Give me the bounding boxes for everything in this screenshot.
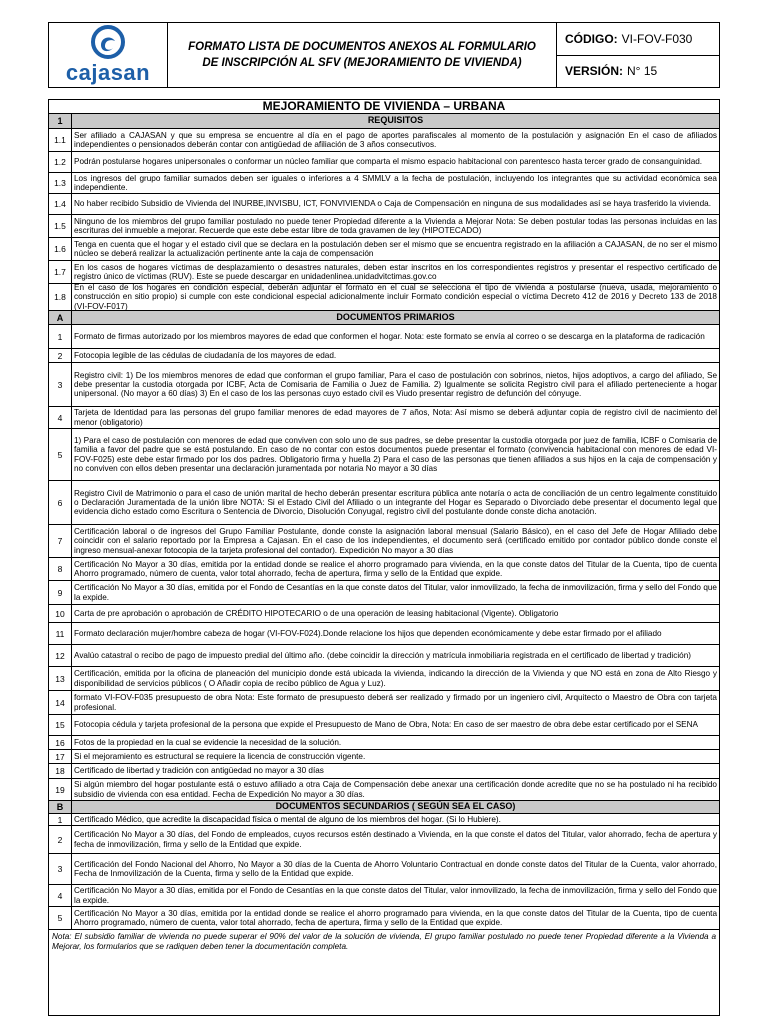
row-text: Certificación laboral o de ingresos del Grupo Familiar Postulante, donde conste la asignación laboral mensual (Salario Básico), en el caso del Jefe de Hogar Afiliado debe coincidir con el salario reportado por la Empresa a Cajasan. En el caso de los independientes, el documento será (certificado emitido por contador público donde conste el ingreso mensual-anexar fotocopia de la tarjeta profesional del contador). Expedición No mayor a 30 días bbox=[74, 527, 717, 555]
row-number: 3 bbox=[49, 854, 72, 884]
row-number: 1.3 bbox=[49, 173, 72, 193]
row-number: 1.6 bbox=[49, 238, 72, 260]
row-text: Certificación, emitida por la oficina de planeación del municipio donde está ubicada la vivienda, indicando la dirección de la Vivienda y que NO está en zona de Alto Riesgo y disponibilidad de servicios públicos ( O Añadir copia de recibo público de Agua y Luz). bbox=[74, 669, 717, 688]
table-row bbox=[49, 814, 719, 826]
row-text: En el caso de los hogares en condición especial, deberán adjuntar el formato en el cual se selecciona el tipo de vivienda a postularse (nueva, usada, mejoramiento o construcción en sitio propio) si cumple con este condicional especial adicionalmente incluir Formato condición especial o víctima Decreto 412 de 2016 y Decreto 133 de 2018 (VI-FOV-F017) bbox=[74, 284, 717, 311]
row-number: 5 bbox=[49, 907, 72, 929]
table-row bbox=[49, 715, 719, 736]
row-text: Tenga en cuenta que el hogar y el estado civil que se declara en la postulación deben ser el mismo que se encuentra registrado en la afiliación a CAJASAN, de no ser el mismo núcleo se deberá realizar la actualización pertinente ante la caja de compensación bbox=[74, 239, 717, 258]
table-row bbox=[49, 826, 719, 854]
table-row bbox=[49, 605, 719, 623]
row-number: 1.5 bbox=[49, 215, 72, 237]
row-text: Carta de pre aprobación o aprobación de CRÉDITO HIPOTECARIO o de una operación de leasing habitacional (Vigente). Obligatorio bbox=[74, 608, 559, 618]
row-number: 4 bbox=[49, 885, 72, 906]
table-row bbox=[49, 215, 719, 238]
row-text: Certificado Médico, que acredite la discapacidad física o mental de alguno de los miembros del hogar. (Si lo Hubiere). bbox=[74, 814, 501, 824]
section-title: DOCUMENTOS SECUNDARIOS ( SEGÚN SEA EL CASO) bbox=[275, 801, 516, 812]
row-number: 2 bbox=[49, 826, 72, 853]
table-row bbox=[49, 284, 719, 311]
table-row bbox=[49, 194, 719, 215]
row-text: Avalúo catastral o recibo de pago de impuesto predial del último año. (debe coincidir la dirección y matrícula inmobiliaria registrada en el certificado de libertad y tradición) bbox=[74, 650, 691, 660]
table-row bbox=[49, 173, 719, 194]
row-number: 14 bbox=[49, 691, 72, 714]
section-title: DOCUMENTOS PRIMARIOS bbox=[336, 311, 455, 322]
section-header-row bbox=[49, 311, 719, 325]
row-text: Ninguno de los miembros del grupo familiar postulado no puede tener Propiedad diferente a la Vivienda a Mejorar Nota: Se deben postular todas las personas incluidas en las escrituras del inmueble a mejorar. Recuerde que este debe estar libre de toda gravamen de ley (HIPOTECADO) bbox=[74, 216, 717, 235]
table-row bbox=[49, 691, 719, 715]
table-row bbox=[49, 558, 719, 581]
row-number: 4 bbox=[49, 407, 72, 428]
table-row bbox=[49, 152, 719, 173]
document-header bbox=[48, 22, 720, 88]
document-title bbox=[168, 23, 557, 87]
row-text: Certificación No Mayor a 30 días, del Fondo de empleados, cuyos recursos estén destinado a Vivienda, en la que conste el datos del Titular, valor ahorrado, fecha de apertura y fecha de inmovilización, firma y sello de la Entidad que expide. bbox=[74, 830, 717, 849]
row-number: 18 bbox=[49, 764, 72, 778]
row-text: No haber recibido Subsidio de Vivienda del INURBE,INVISBU, ICT, FONVIVIENDA o Caja de Compensación en ninguna de sus modalidades así se haya trasferido la vivienda. bbox=[74, 199, 711, 209]
row-number: 7 bbox=[49, 525, 72, 557]
row-text: Registro civil: 1) De los miembros menores de edad que conforman el grupo familiar, Para el caso de postulación con sobrinos, nietos, hijos adoptivos, a cargo del afiliado, Se debe presentar la custodia otorgada por ICBF, Acta de Comisaria de Familia o Juez de Familia. 2) Igualmente se solicita Registro civil para el afiliado perteneciente a hogar unipersonal. (No mayor a 60 días) 3) En el caso de los las personas cuyo estado civil es Viudo presentar registro de defunción del cónyuge. bbox=[74, 370, 717, 399]
row-number: 1.8 bbox=[49, 284, 72, 310]
section-header-row bbox=[49, 801, 719, 814]
row-text: Certificado de libertad y tradición con antigüedad no mayor a 30 días bbox=[74, 766, 324, 776]
row-number: 9 bbox=[49, 581, 72, 604]
row-number: 5 bbox=[49, 429, 72, 480]
logo bbox=[49, 23, 168, 87]
row-number: 12 bbox=[49, 645, 72, 666]
section-title: REQUISITOS bbox=[367, 115, 424, 126]
row-number: 10 bbox=[49, 605, 72, 622]
row-number: 1 bbox=[49, 114, 72, 128]
row-text: Certificación No Mayor a 30 días, emitida por la entidad donde se realice el ahorro programado para vivienda, en la que conste datos del Titular de la Cuenta, tipo de cuenta Ahorro programado, número de cuenta, valor total ahorrado, fecha de apertura, firma y sello de la Entidad que expide. bbox=[74, 908, 717, 927]
footer-note: Nota: El subsidio familiar de vivienda no puede superar el 90% del valor de la solución de vivienda, El grupo familiar postulado no puede tener Propiedad diferente a la Vivienda a Mejorar, los formularios que se radiquen deben tener la documentación completa. bbox=[52, 932, 716, 951]
title-line-1: FORMATO LISTA DE DOCUMENTOS ANEXOS AL FORMULARIO bbox=[188, 41, 536, 53]
logo-text: cajasan bbox=[65, 59, 151, 85]
section-header-row bbox=[49, 114, 719, 129]
table-row bbox=[49, 238, 719, 261]
row-text: Fotocopia legible de las cédulas de ciudadanía de los mayores de edad. bbox=[74, 350, 337, 360]
row-number: 19 bbox=[49, 779, 72, 800]
table-row bbox=[49, 129, 719, 152]
table-row bbox=[49, 750, 719, 764]
table-rows bbox=[49, 114, 719, 930]
row-number: 16 bbox=[49, 736, 72, 749]
table-row bbox=[49, 525, 719, 558]
row-text: Tarjeta de Identidad para las personas del grupo familiar menores de edad mayores de 7 años, Nota: Así mismo se deberá adjuntar copia de registro civil de nacimiento del menor (obligatorio) bbox=[74, 408, 717, 427]
table-row bbox=[49, 363, 719, 407]
cajasan-logo-icon bbox=[89, 25, 127, 59]
version-value: N° 15 bbox=[627, 64, 658, 79]
title-line-2: DE INSCRIPCIÓN AL SFV (MEJORAMIENTO DE VIVIENDA) bbox=[202, 57, 522, 69]
row-text: Ser afiliado a CAJASAN y que su empresa se encuentre al día en el pago de aportes parafiscales al momento de la postulación y asignación En el caso de afiliados independientes o pensionados deberán contar con antigüedad de afiliación de 3 años consecutivos. bbox=[74, 130, 717, 149]
version-row bbox=[557, 56, 719, 88]
row-number: 6 bbox=[49, 481, 72, 524]
row-text: En los casos de hogares víctimas de desplazamiento o desastres naturales, deben estar inscritos en los correspondientes registros y presentar el respectivo certificado de registro único de víctimas (RUV). Este se puede descargar en unidadenlinea.unidadvitctimas.gov.co bbox=[74, 262, 717, 281]
row-text: Podrán postularse hogares unipersonales o conformar un núcleo familiar que comparta el mismo espacio habitacional con parentesco hasta tercer grado de consanguinidad. bbox=[74, 157, 703, 167]
table-row bbox=[49, 407, 719, 429]
code-label: CÓDIGO: bbox=[565, 31, 618, 46]
table-row bbox=[49, 779, 719, 801]
row-text: Si algún miembro del hogar postulante está o estuvo afiliado a otra Caja de Compensación debe anexar una certificación donde acredite que no se ha postulado ni ha recibido subsidio de vivienda con esa entidad. Fecha de Expedición No mayor a 30 días. bbox=[74, 780, 717, 799]
table-row bbox=[49, 645, 719, 667]
version-label: VERSIÓN: bbox=[565, 64, 624, 79]
table-row bbox=[49, 429, 719, 481]
row-text: Registro Civil de Matrimonio o para el caso de unión marital de hecho deberán presentar escritura pública ante notaría o acta de conciliación de un centro legalmente constituido o Declaración Juramentada de la unión libre NOTA: Si el Estado Civil del Afiliado o un integrante del Hogar es Separado o Divorciado debe presentar el documento legal que evidencia dicho estado como Escritura o Sentencia de Divorcio, Disolución Conyugal, registro civil del postulante donde conste dicha anotación. bbox=[74, 488, 717, 517]
table-row bbox=[49, 623, 719, 645]
table-row bbox=[49, 325, 719, 349]
row-text: formato VI-FOV-F035 presupuesto de obra Nota: Este formato de presupuesto deberá ser realizado y firmado por un ingeniero civil, Arquitecto o Maestro de Obra con tarjeta profesional. bbox=[74, 693, 717, 712]
row-number: 1 bbox=[49, 814, 72, 825]
row-number: A bbox=[49, 311, 72, 324]
table-row bbox=[49, 667, 719, 691]
row-number: 13 bbox=[49, 667, 72, 690]
table-row bbox=[49, 885, 719, 907]
row-text: Si el mejoramiento es estructural se requiere la licencia de construcción vigente. bbox=[74, 751, 366, 761]
row-number: 11 bbox=[49, 623, 72, 644]
row-number: 1.7 bbox=[49, 261, 72, 283]
table-row bbox=[49, 854, 719, 885]
row-text: Formato declaración mujer/hombre cabeza de hogar (VI-FOV-F024).Donde relacione los hijos que dependen económicamente y debe estar firmado por el afiliado bbox=[74, 628, 662, 638]
row-number: 1 bbox=[49, 325, 72, 348]
table-row bbox=[49, 481, 719, 525]
row-text: Certificación No Mayor a 30 días, emitida por el Fondo de Cesantías en la que conste datos del Titular, valor inmovilizado, la fecha de inmovilización, firma y sello del Fondo que la expide. bbox=[74, 886, 717, 905]
table-row bbox=[49, 349, 719, 363]
requirements-table bbox=[48, 99, 720, 1016]
code-row bbox=[557, 23, 719, 56]
row-number: 3 bbox=[49, 363, 72, 406]
table-row bbox=[49, 261, 719, 284]
row-number: 1.1 bbox=[49, 129, 72, 151]
row-number: 2 bbox=[49, 349, 72, 362]
row-number: 15 bbox=[49, 715, 72, 735]
row-number: 1.4 bbox=[49, 194, 72, 214]
row-number: 17 bbox=[49, 750, 72, 763]
code-box bbox=[557, 23, 719, 87]
row-text: Fotos de la propiedad en la cual se evidencie la necesidad de la solución. bbox=[74, 737, 342, 747]
table-row bbox=[49, 581, 719, 605]
row-number: B bbox=[49, 801, 72, 813]
table-main-title: MEJORAMIENTO DE VIVIENDA – URBANA bbox=[49, 100, 719, 114]
table-row bbox=[49, 736, 719, 750]
row-text: Fotocopia cédula y tarjeta profesional de la persona que expide el Presupuesto de Mano de Obra, Nota: En caso de ser maestro de obra debe estar certificado por el SENA bbox=[74, 720, 698, 730]
row-number: 1.2 bbox=[49, 152, 72, 172]
code-value: VI-FOV-F030 bbox=[621, 31, 693, 46]
row-text: Los ingresos del grupo familiar sumados deben ser iguales o inferiores a 4 SMMLV a la fecha de postulación, incluyendo los integrantes que su actividad económica sea independiente. bbox=[74, 173, 717, 192]
row-text: 1) Para el caso de postulación con menores de edad que conviven con solo uno de sus padres, se debe presentar la custodia otorgada por juez de familia, ICBF o Comisaria de familia a favor del padre que se está postulando. En caso de no contar con estos documentos puede presentar el formato (convivencia habitacional con menores de edad VI-FOV-F025) este debe estar firmado por los dos padres. Obligatorio firma y huella 2) Para el caso de las personas que tienen afiliados a sus hijos en la caja de compensación y no conviven con ellos deben presentar una declaración juramentada por notaria No mayor a 30 días bbox=[74, 435, 717, 473]
table-row bbox=[49, 764, 719, 779]
row-number: 8 bbox=[49, 558, 72, 580]
row-text: Certificación No Mayor a 30 días, emitida por la entidad donde se realice el ahorro programado para vivienda, en la que conste datos del Titular de la Cuenta, tipo de cuenta Ahorro programado, número de cuenta, valor total ahorrado, fecha de apertura, firma y sello de la Entidad que expide. bbox=[74, 559, 717, 578]
row-text: Certificación No Mayor a 30 días, emitida por el Fondo de Cesantías en la que conste datos del Titular, valor inmovilizado, la fecha de inmovilización, firma y sello del Fondo que la expide. bbox=[74, 583, 717, 602]
row-text: Certificación del Fondo Nacional del Ahorro, No Mayor a 30 días de la Cuenta de Ahorro Voluntario Contractual en donde conste datos del Titular de la Cuenta, valor ahorrado, Fecha de Inmovilización de la Cuenta, firma y sello de la Entidad que expide. bbox=[74, 859, 717, 878]
row-text: Formato de firmas autorizado por los miembros mayores de edad que conformen el hogar. Nota: este formato se envía al correo o se descarga en la plataforma de radicación bbox=[74, 331, 705, 341]
table-row bbox=[49, 907, 719, 930]
